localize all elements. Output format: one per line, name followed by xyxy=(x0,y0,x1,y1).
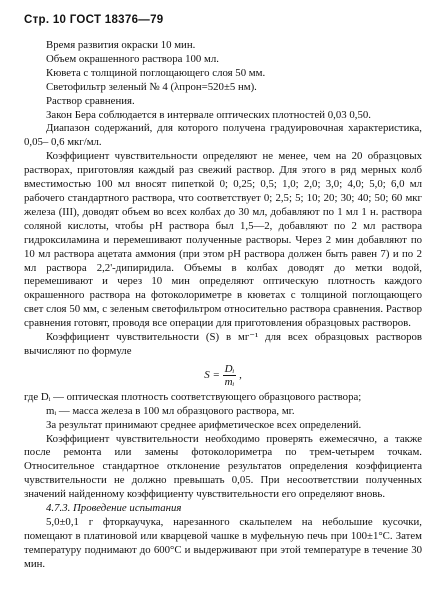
paragraph-sensitivity-procedure: Коэффициент чувствительности определяют не менее, чем на 20 образцовых растворах, приготовляя каждый раз свежий раствор. Для этого в ряд мерных колб вместимостью 100 мл вносят пипеткой 0; 0,25; 0,5; 1,0; 2,0; 3,0; 4,0; 5,0; 6,0 мл рабочего стандартного раствора, что соответствует 0; 2,5; 5; 10; 20; 30; 40; 50; 60 мкг железа (III), доводят объем во всех колбах до 30 мл, добавляют по 1 мл 1 н. раствора соляной кислоты, чтобы pH раствора был 1,5—2, добавляют по 2 мл раствора гидроксиламина и перемешивают полученные растворы. Через 2 мин добавляют по 10 мл раствора ацетата аммония (при этом pH раствора должен быть равен 7) и по 2 мл раствора 2,2'-дипиридила. Объемы в колбах доводят до метки водой, перемешивают и через 10 мин определяют оптическую плотность каждого окрашенного раствора на фотоколориметре в кюветах с толщиной поглощающего свет слоя 50 мм, с зеленым светофильтром относительно раствора сравнения. Раствор сравнения готовят, проводя все операции для приготовления образцовых растворов. xyxy=(24,150,422,330)
formula-lhs: S = xyxy=(204,368,220,381)
paragraph-monthly-check: Коэффициент чувствительности необходимо проверять ежемесячно, а также после ремонта или замены фотоколориметра по трем-четырем точкам. Относительное стандартное отклонение результатов определения коэффициента чувствительности не должно превышать 0,05. При несоответствии полученных значений найденному коэффициенту чувствительности его определяют вновь. xyxy=(24,432,422,501)
where-optical-density: где Dᵢ — оптическая плотность соответствующего образцового раствора; xyxy=(24,390,362,403)
formula-numerator: Dᵢ xyxy=(224,362,235,375)
section-heading: 4.7.3. Проведение испытания xyxy=(46,502,182,515)
paragraph-formula-intro: Коэффициент чувствительности (S) в мг⁻¹ для всех образцовых растворов вычисляют по формуле xyxy=(24,331,422,357)
formula-fraction xyxy=(223,363,237,388)
page-header: Стр. 10 ГОСТ 18376—79 xyxy=(24,14,164,26)
paragraph-test-procedure: 5,0±0,1 г фторкаучука, нарезанного скальпелем на небольшие кусочки, помещают в платиновой или кварцевой чашке в муфельную печь при 100±1°С. Затем температуру поднимают до 600°С и выдерживают при этой температуре в течение 30 мин. xyxy=(24,516,422,570)
paragraph-color-time: Время развития окраски 10 мин. xyxy=(46,39,196,51)
paragraph-range: Диапазон содержаний, для которого получена градуировочная характеристика, 0,05– 0,6 мкг/мл. xyxy=(24,122,422,149)
paragraph-result: За результат принимают среднее арифметическое всех определений. xyxy=(46,418,362,431)
where-iron-mass: mᵢ — масса железа в 100 мл образцового раствора, мг. xyxy=(46,404,295,417)
sensitivity-formula xyxy=(24,363,422,388)
paragraph-light-filter: Светофильтр зеленый № 4 (λпрон=520±5 нм). xyxy=(46,80,257,93)
paragraph-reference-solution: Раствор сравнения. xyxy=(46,94,135,107)
paragraph-solution-volume: Объем окрашенного раствора 100 мл. xyxy=(46,52,219,65)
formula-end: , xyxy=(239,368,242,381)
paragraph-beer-law: Закон Бера соблюдается в интервале оптических плотностей 0,03 0,50. xyxy=(46,108,371,121)
paragraph-cuvette: Кювета с толщиной поглощающего слоя 50 мм. xyxy=(46,66,266,79)
formula-denominator: mᵢ xyxy=(224,375,235,388)
document-body xyxy=(24,39,422,572)
